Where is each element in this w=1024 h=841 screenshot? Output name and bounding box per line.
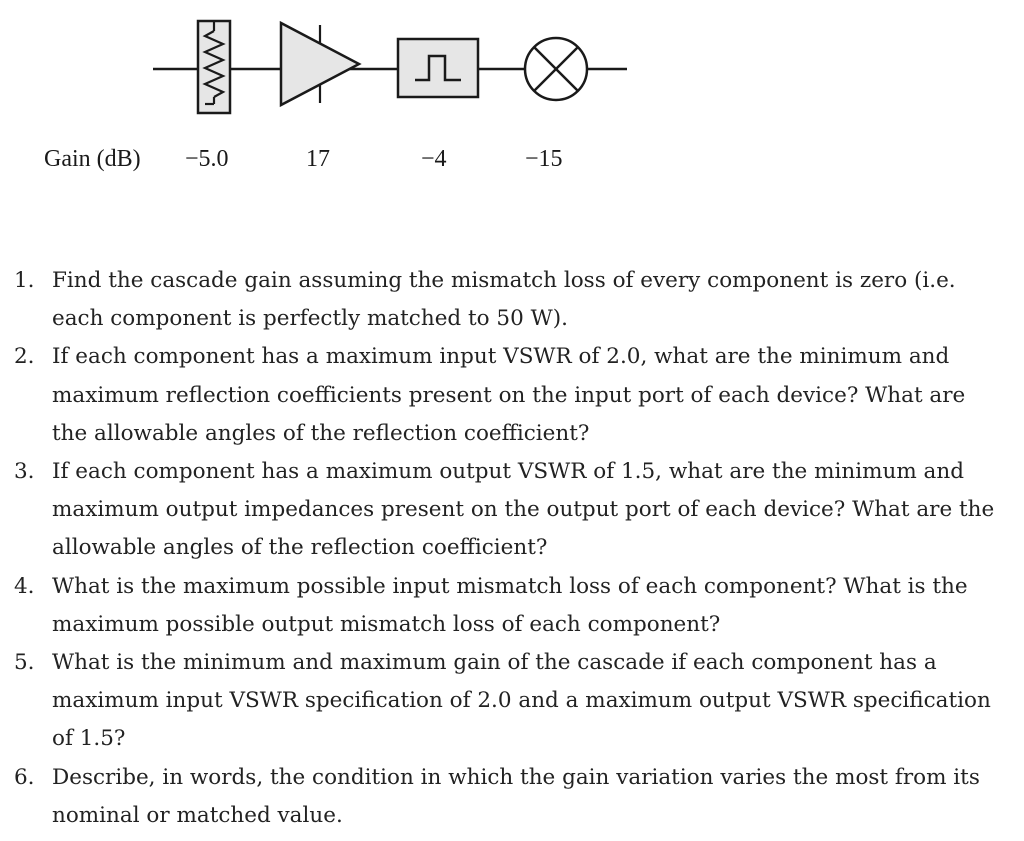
question-item <box>14 453 1004 568</box>
mixer-gain-value: −15 <box>525 146 563 172</box>
question-item <box>14 759 1004 835</box>
question-number: 6. <box>14 764 35 790</box>
question-number: 4. <box>14 573 35 599</box>
attenuator-icon <box>198 21 230 113</box>
gain-label: Gain (dB) <box>44 146 141 172</box>
question-text: What is the minimum and maximum gain of the cascade if each component has a maximum input VSWR specification of 2.0 and a maximum output VSWR specification of 1.5? <box>52 650 991 752</box>
filter-gain-value: −4 <box>421 146 447 172</box>
question-item <box>14 338 1004 453</box>
bandpass-filter-icon <box>398 39 478 97</box>
question-text: Find the cascade gain assuming the mismatch loss of every component is zero (i.e. each component is perfectly matched to 50 W). <box>52 268 956 332</box>
question-text: If each component has a maximum output VSWR of 1.5, what are the minimum and maximum output impedances present on the output port of each device? What are the allowable angles of the reflection coefficient? <box>52 459 995 561</box>
question-number: 5. <box>14 650 35 676</box>
cascade-block-diagram <box>0 0 1024 200</box>
question-number: 3. <box>14 459 35 485</box>
question-text: What is the maximum possible input mismatch loss of each component? What is the maximum possible output mismatch loss of each component? <box>52 573 968 637</box>
question-number: 1. <box>14 268 35 293</box>
question-text: Describe, in words, the condition in which the gain variation varies the most from its nominal or matched value. <box>52 764 980 828</box>
question-list <box>14 262 1004 835</box>
question-item <box>14 262 1004 338</box>
question-text: If each component has a maximum input VSWR of 2.0, what are the minimum and maximum reflection coefficients present on the input port of each device? What are the allowable angles of the reflection coefficient? <box>52 344 966 446</box>
question-item <box>14 568 1004 644</box>
amplifier-icon <box>281 23 359 105</box>
mixer-icon <box>525 38 587 100</box>
question-number: 2. <box>14 344 35 370</box>
attenuator-gain-value: −5.0 <box>185 146 229 172</box>
question-item <box>14 644 1004 759</box>
amplifier-gain-value: 17 <box>306 146 330 172</box>
